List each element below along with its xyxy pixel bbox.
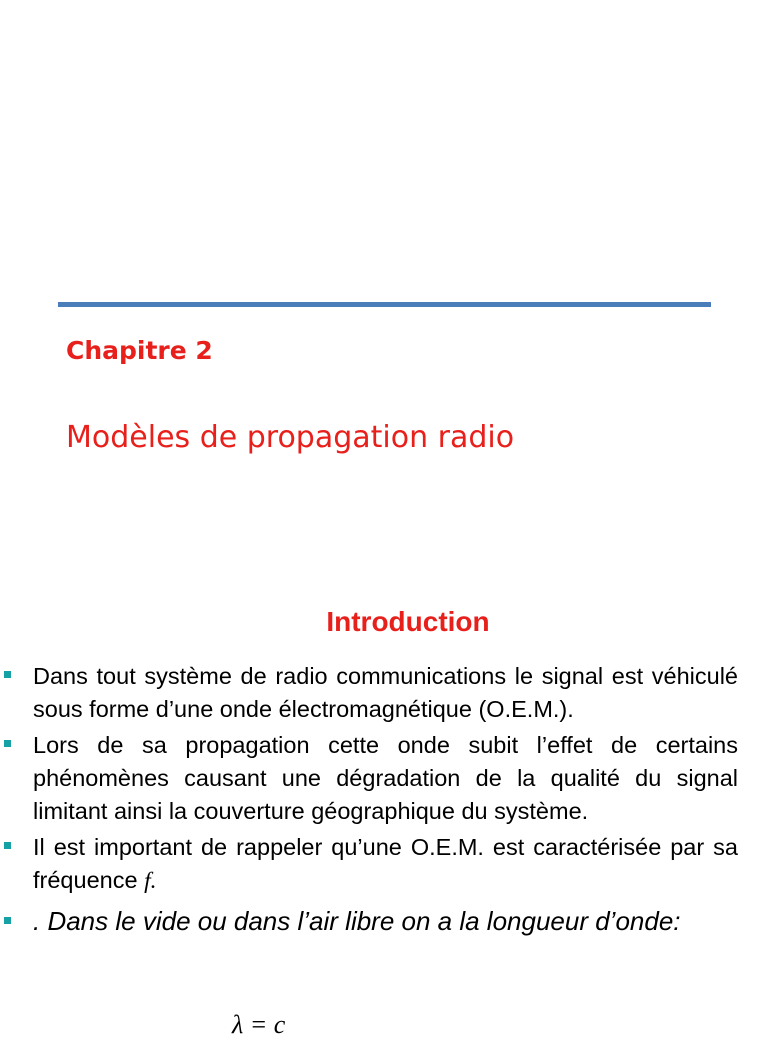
square-bullet-icon: [4, 740, 11, 747]
bullet-item: [0, 729, 738, 828]
chapter-label: Chapitre 2: [66, 336, 213, 365]
bullet-item: [0, 831, 738, 898]
bullet-text: Lors de sa propagation cette onde subit l’effet de certains phénomènes causant une dégradation de la qualité du signal limitant ainsi la couverture géographique du système.: [33, 732, 738, 824]
square-bullet-icon: [4, 671, 11, 678]
square-bullet-icon: [4, 917, 11, 924]
bullet-item: [0, 904, 738, 938]
title-divider-line: [58, 302, 711, 307]
bullet-item: [0, 660, 738, 726]
square-bullet-icon: [4, 842, 11, 849]
wavelength-formula: λ = c: [232, 1010, 286, 1039]
bullet-text: Il est important de rappeler qu’une O.E.M. est caractérisée par sa fréquence: [33, 834, 738, 893]
chapter-title: Modèles de propagation radio: [66, 420, 515, 455]
section-heading: Introduction: [326, 606, 490, 637]
frequency-symbol: f.: [144, 868, 157, 894]
bullet-text: Dans tout système de radio communications le signal est véhiculé sous forme d’une onde électromagnétique (O.E.M.).: [33, 663, 738, 722]
bullet-list: [0, 660, 768, 941]
bullet-text: . Dans le vide ou dans l’air libre on a la longueur d’onde:: [33, 906, 681, 936]
